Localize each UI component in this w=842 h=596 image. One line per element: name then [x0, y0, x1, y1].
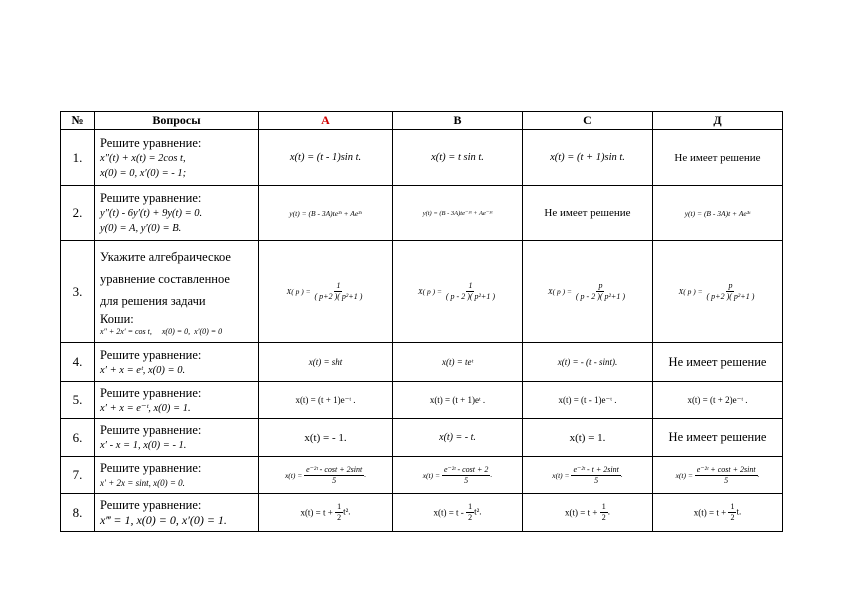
- question-cell: [95, 494, 259, 532]
- question-title: Решите уравнение:: [100, 498, 202, 512]
- fraction: $\frac{1}{\text{( p+2 )( p²+1 )}}$: [314, 281, 363, 301]
- fraction: $\frac{p}{\text{( p - 2 )( p²+1 )}}$: [575, 281, 625, 301]
- answer-a: x(t) = sht: [259, 343, 393, 382]
- row-number: 8.: [61, 494, 95, 532]
- table-row: [61, 130, 783, 186]
- answer-d: y(t) = (B - 3A)t + Ae³ᵗ: [653, 186, 783, 241]
- table-row: [61, 241, 783, 343]
- header-num: №: [61, 112, 95, 130]
- header-d: Д: [653, 112, 783, 130]
- header-a: А: [259, 112, 393, 130]
- row-number: 4.: [61, 343, 95, 382]
- question-cell: [95, 382, 259, 419]
- answer-d: Не имеет решение: [653, 130, 783, 186]
- questions-table: [60, 111, 783, 532]
- table-row: [61, 343, 783, 382]
- answer-a: x(t) = (t - 1)sin t.: [259, 130, 393, 186]
- answer-c: x(t) = (t + 1)sin t.: [523, 130, 653, 186]
- question-equation: x′ + x = e⁻ᵗ, x(0) = 1.: [100, 402, 191, 414]
- question-equation: x″(t) + x(t) = 2cos t,: [100, 152, 186, 164]
- answer-b: x(t) = teᵗ: [393, 343, 523, 382]
- table-row: [61, 186, 783, 241]
- answer-a: X( p ) = $\frac{1}{\text{( p+2 )( p²+1 )}}$: [259, 241, 393, 343]
- question-condition: x(0) = 0, x′(0) = - 1;: [100, 167, 187, 179]
- answer-a: x(t) = - 1.: [259, 419, 393, 457]
- answer-d: Не имеет решение: [653, 419, 783, 457]
- question-title: Решите уравнение:: [100, 191, 202, 205]
- answer-b: x(t) = t - $\frac{1}{2}$ t².: [393, 494, 523, 532]
- question-line: для решения задачи: [100, 294, 206, 308]
- answer-b: x(t) = $\frac{\text{e⁻²ᵗ - cost + 2}}{5}$ .: [393, 457, 523, 494]
- answer-b: X( p ) = $\frac{1}{\text{( p - 2 )( p²+1 )}}$: [393, 241, 523, 343]
- fraction: $\frac{1}{2}$: [601, 502, 606, 522]
- answer-c: x(t) = (t - 1)e⁻ᵗ .: [523, 382, 653, 419]
- question-title: Решите уравнение:: [100, 135, 202, 150]
- question-cell: [95, 343, 259, 382]
- row-number: 6.: [61, 419, 95, 457]
- answer-c: Не имеет решение: [523, 186, 653, 241]
- question-equation: x‴ = 1, x(0) = 0, x′(0) = 1.: [100, 513, 227, 527]
- answer-a: x(t) = t + $\frac{1}{2}$ t².: [259, 494, 393, 532]
- question-title: Решите уравнение:: [100, 460, 202, 475]
- question-cell: [95, 457, 259, 494]
- answer-b: x(t) = (t + 1)eᵗ .: [393, 382, 523, 419]
- header-c: С: [523, 112, 653, 130]
- row-number: 1.: [61, 130, 95, 186]
- row-number: 5.: [61, 382, 95, 419]
- question-line: уравнение составленное: [100, 272, 230, 286]
- question-title: Решите уравнение:: [100, 423, 202, 437]
- header-b: В: [393, 112, 523, 130]
- answer-a: x(t) = $\frac{\text{e⁻²ᵗ - cost + 2sint}}{5}$ .: [259, 457, 393, 494]
- answer-d: X( p ) = $\frac{p}{\text{( p+2 )( p²+1 )}}$: [653, 241, 783, 343]
- question-title: Решите уравнение:: [100, 347, 202, 362]
- table-row: [61, 457, 783, 494]
- question-cell: [95, 241, 259, 343]
- answer-d: x(t) = $\frac{\text{e⁻²ᵗ + cost + 2sint}}{5}$ .: [653, 457, 783, 494]
- fraction: $\frac{1}{2}$: [730, 502, 735, 522]
- fraction: $\frac{\text{e⁻²ᵗ - t + 2sint}}{5}$: [573, 464, 619, 485]
- question-equation: x′ + x = eᵗ, x(0) = 0.: [100, 364, 186, 376]
- question-equation: x′ + 2x = sint, x(0) = 0.: [100, 477, 185, 488]
- header-row: [61, 112, 783, 130]
- fraction: $\frac{1}{2}$: [337, 502, 342, 522]
- table-row: [61, 382, 783, 419]
- answer-d: Не имеет решение: [653, 343, 783, 382]
- fraction: $\frac{1}{\text{( p - 2 )( p²+1 )}}$: [445, 281, 495, 301]
- question-equation: x″ + 2x′ = cos t, x(0) = 0, x′(0) = 0: [100, 327, 223, 336]
- question-cell: [95, 419, 259, 457]
- header-questions: Вопросы: [95, 112, 259, 130]
- fraction: $\frac{1}{2}$: [468, 502, 473, 522]
- question-line: Укажите алгебраическое: [100, 250, 231, 264]
- fraction: $\frac{\text{e⁻²ᵗ - cost + 2sint}}{5}$: [306, 464, 363, 485]
- answer-a: x(t) = (t + 1)e⁻ᵗ .: [259, 382, 393, 419]
- answer-c: X( p ) = $\frac{p}{\text{( p - 2 )( p²+1 )}}$: [523, 241, 653, 343]
- answer-c: x(t) = t + $\frac{1}{2}$ .: [523, 494, 653, 532]
- row-number: 3.: [61, 241, 95, 343]
- answer-a: y(t) = (B - 3A)te³ᵗ + Ae³ᵗ: [259, 186, 393, 241]
- question-cell: [95, 186, 259, 241]
- answer-d: x(t) = t + $\frac{1}{2}$ t.: [653, 494, 783, 532]
- answer-d: x(t) = (t + 2)e⁻ᵗ .: [653, 382, 783, 419]
- row-number: 2.: [61, 186, 95, 241]
- question-title: Решите уравнение:: [100, 385, 202, 400]
- question-equation: x′ - x = 1, x(0) = - 1.: [100, 440, 187, 451]
- table-row: [61, 494, 783, 532]
- answer-b: y(t) = (B - 3A)te⁻³ᵗ + Ae⁻³ᵗ: [393, 186, 523, 241]
- question-line: Коши:: [100, 312, 134, 326]
- question-condition: y(0) = A, y′(0) = B.: [100, 223, 182, 234]
- fraction: $\frac{\text{e⁻²ᵗ - cost + 2}}{5}$: [443, 464, 489, 485]
- answer-b: x(t) = t sin t.: [393, 130, 523, 186]
- fraction: $\frac{\text{e⁻²ᵗ + cost + 2sint}}{5}$: [696, 464, 756, 485]
- table-row: [61, 419, 783, 457]
- answer-c: x(t) = $\frac{\text{e⁻²ᵗ - t + 2sint}}{5}$ .: [523, 457, 653, 494]
- answer-c: x(t) = - (t - sint).: [523, 343, 653, 382]
- fraction: $\frac{p}{\text{( p+2 )( p²+1 )}}$: [706, 281, 755, 301]
- question-cell: [95, 130, 259, 186]
- question-equation: y″(t) - 6y′(t) + 9y(t) = 0.: [100, 208, 203, 219]
- answer-b: x(t) = - t.: [393, 419, 523, 457]
- row-number: 7.: [61, 457, 95, 494]
- answer-c: x(t) = 1.: [523, 419, 653, 457]
